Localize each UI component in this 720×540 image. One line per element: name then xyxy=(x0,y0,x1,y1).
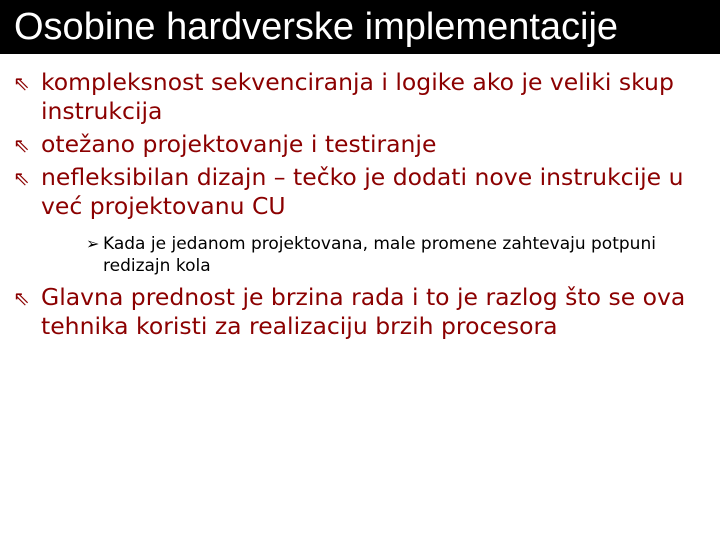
bullet-text: kompleksnost sekvenciranja i logike ako je veliki skup instrukcija xyxy=(41,68,674,125)
bullet-item xyxy=(0,283,706,341)
bullet-text: nefleksibilan dizajn – tečko je dodati nove instrukcije u već projektovanu CU xyxy=(41,163,684,220)
bullet-item xyxy=(0,68,706,126)
bullet-item xyxy=(0,163,706,221)
hollow-arrow-up-left-icon: ⇖ xyxy=(13,286,30,310)
bullet-text: Glavna prednost je brzina rada i to je razlog što se ova tehnika koristi za realizaciju brzih procesora xyxy=(41,283,686,340)
hollow-arrow-up-left-icon: ⇖ xyxy=(13,166,30,190)
sub-bullet-item xyxy=(0,233,678,277)
bullet-text: otežano projektovanje i testiranje xyxy=(41,130,437,158)
arrowhead-right-icon: ➢ xyxy=(86,234,100,253)
hollow-arrow-up-left-icon: ⇖ xyxy=(13,71,30,95)
bullet-item xyxy=(0,130,706,159)
slide-title: Osobine hardverske implementacije xyxy=(14,6,619,48)
bullet-list xyxy=(0,68,720,341)
title-bar xyxy=(0,0,720,54)
sub-bullet-text: Kada je jedanom projektovana, male promene zahtevaju potpuni redizajn kola xyxy=(103,234,656,276)
hollow-arrow-up-left-icon: ⇖ xyxy=(13,133,30,157)
